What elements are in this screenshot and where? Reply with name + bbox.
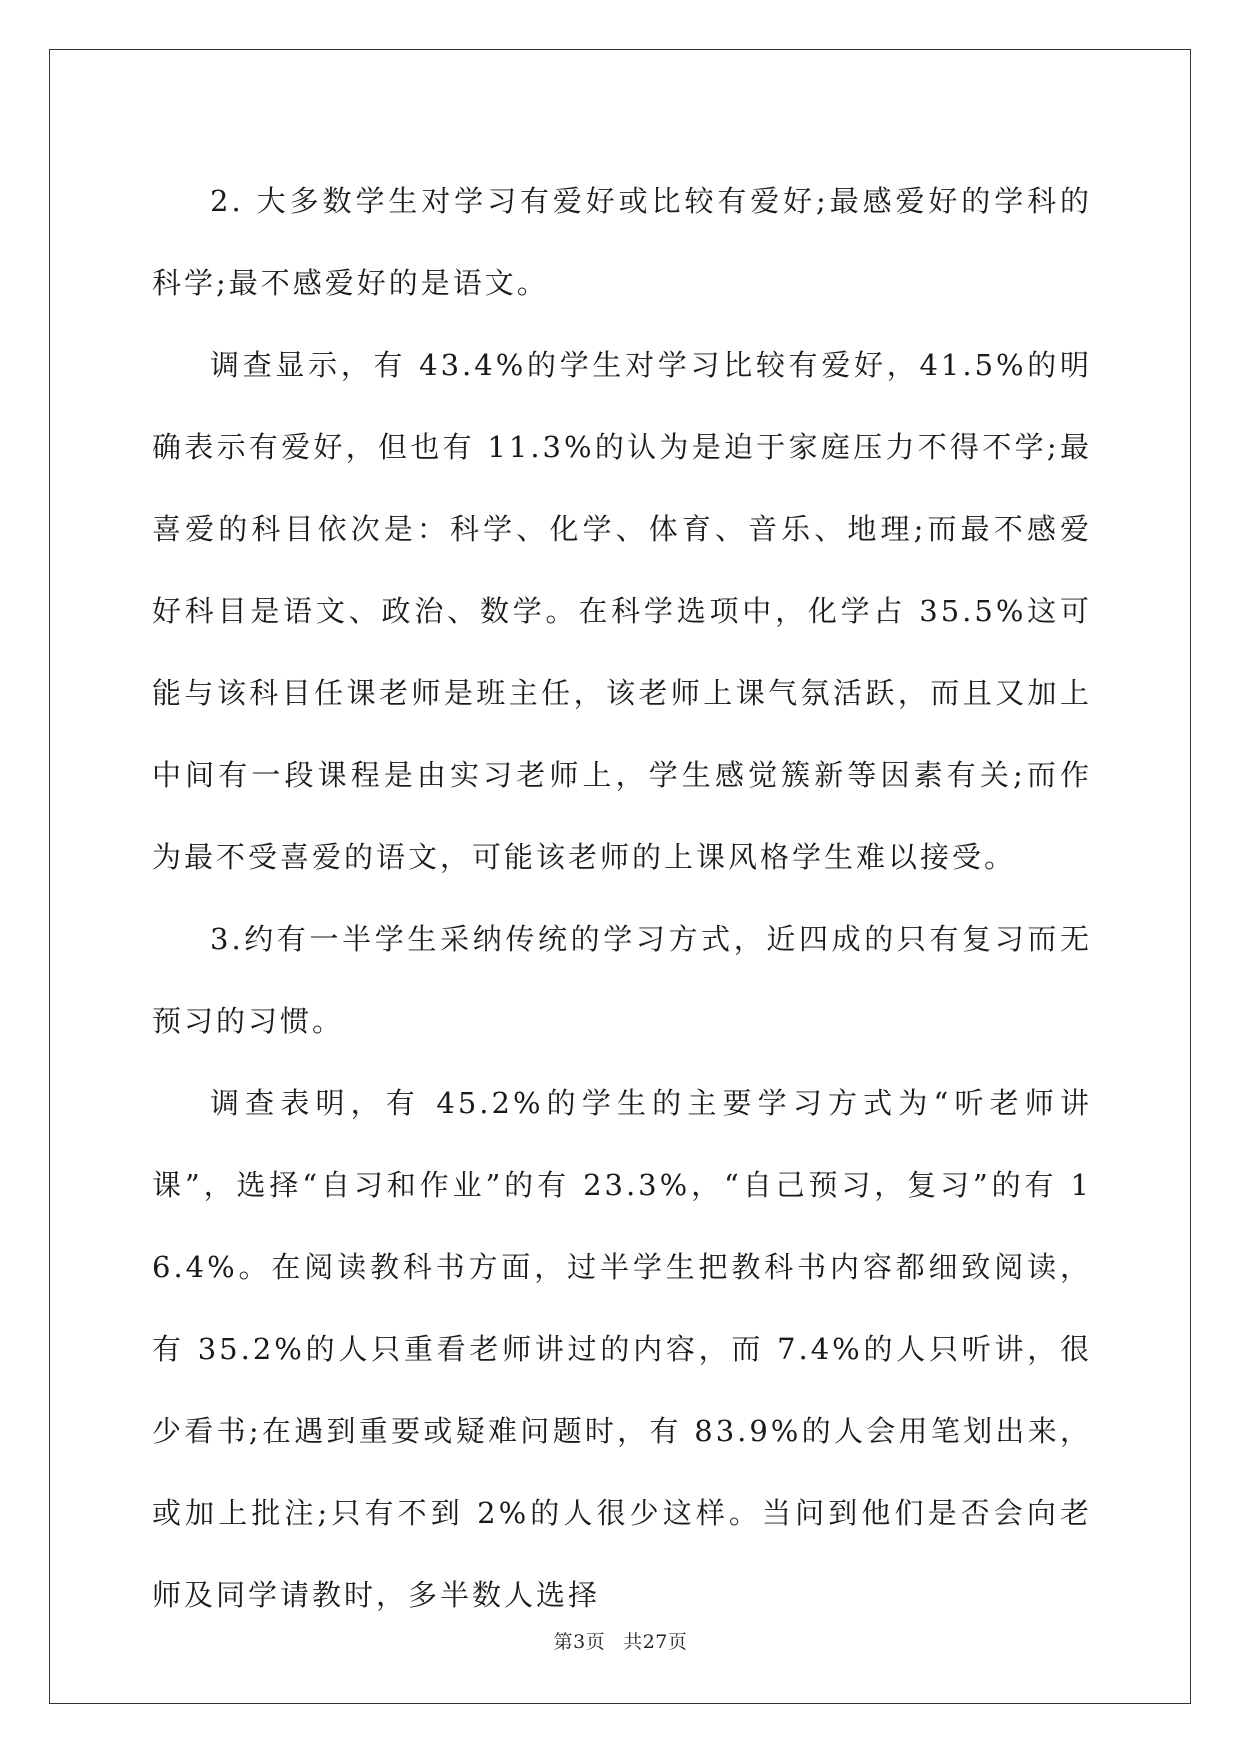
paragraph-3: 3.约有一半学生采纳传统的学习方式，近四成的只有复习而无预习的习惯。	[152, 922, 1092, 1038]
paragraph-1: 2. 大多数学生对学习有爱好或比较有爱好;最感爱好的学科的科学;最不感爱好的是语文。	[152, 184, 1092, 300]
page-footer	[0, 1627, 1241, 1654]
document-body	[152, 160, 1092, 1636]
paragraph-4: 调查表明，有 45.2%的学生的主要学习方式为“听老师讲课”，选择“自习和作业”的有 23.3%，“自己预习，复习”的有 16.4%。在阅读教科书方面，过半学生把教科书内容都细致阅读，有 35.2%的人只重看老师讲过的内容，而 7.4%的人只听讲，很少看书;在遇到重要或疑难问题时，有 83.9%的人会用笔划出来，或加上批注;只有不到 2%的人很少这样。当问到他们是否会向老师及同学请教时，多半数人选择	[152, 1086, 1092, 1612]
paragraph-2: 调查显示，有 43.4%的学生对学习比较有爱好，41.5%的明确表示有爱好，但也有 11.3%的认为是迫于家庭压力不得不学;最喜爱的科目依次是：科学、化学、体育、音乐、地理;而最不感爱好科目是语文、政治、数学。在科学选项中，化学占 35.5%这可能与该科目任课老师是班主任，该老师上课气氛活跃，而且又加上中间有一段课程是由实习老师上，学生感觉簇新等因素有关;而作为最不受喜爱的语文，可能该老师的上课风格学生难以接受。	[152, 348, 1092, 874]
page-number: 第3页	[553, 1631, 606, 1653]
total-pages: 共27页	[623, 1631, 688, 1653]
